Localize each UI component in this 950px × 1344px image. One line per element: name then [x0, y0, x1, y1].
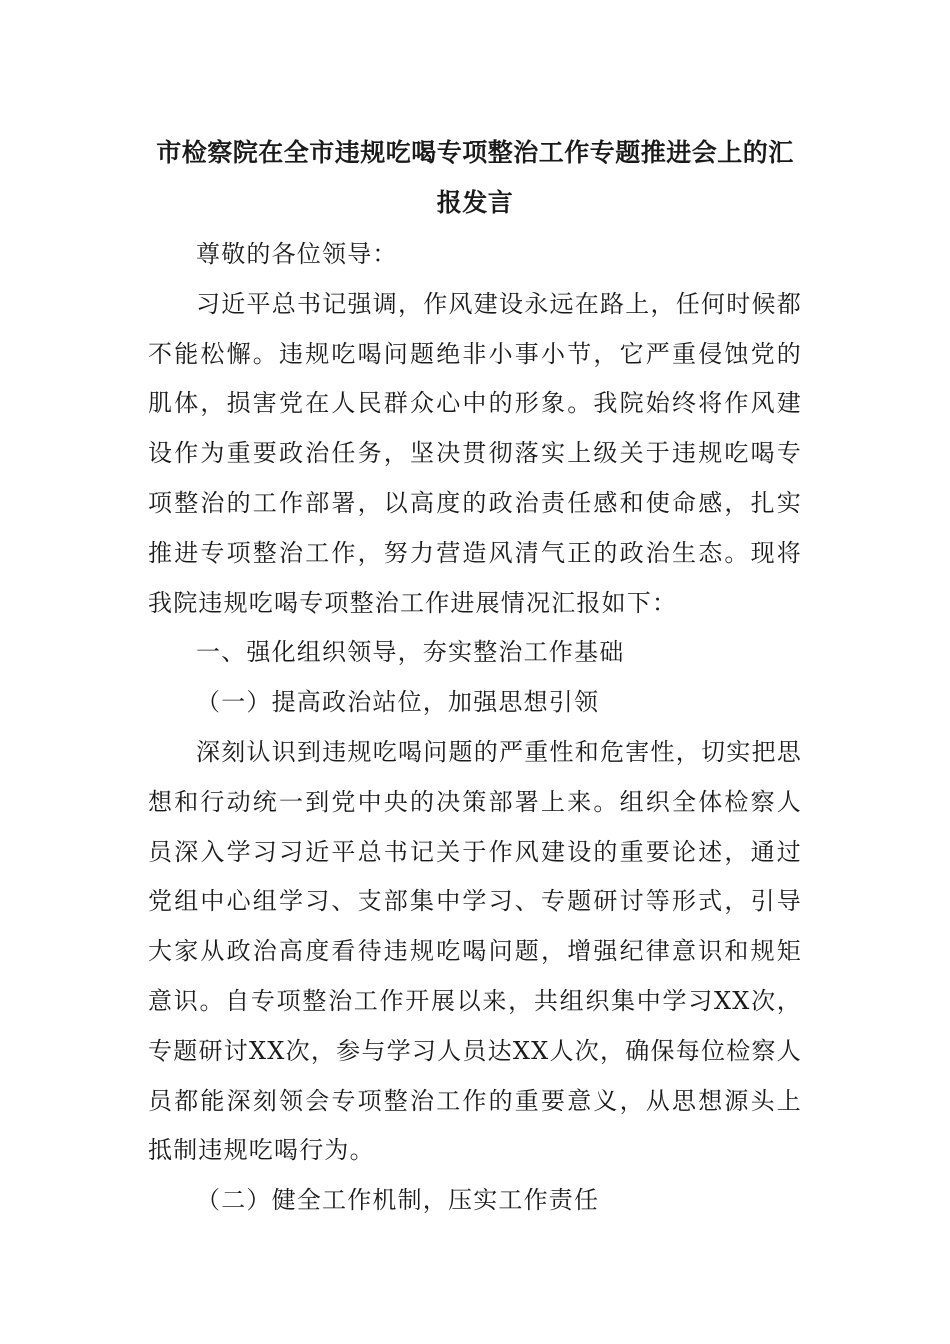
document-body — [148, 230, 802, 1226]
document-title: 市检察院在全市违规吃喝专项整治工作专题推进会上的汇报发言 — [156, 138, 794, 217]
subsection-heading-2: （二）健全工作机制，压实工作责任 — [196, 1186, 600, 1215]
salutation: 尊敬的各位领导： — [196, 240, 398, 268]
subsection-1-paragraph: 深刻认识到违规吃喝问题的严重性和危害性，切实把思想和行动统一到党中央的决策部署上来。组织全体检察人员深入学习习近平总书记关于作风建设的重要论述，通过党组中心组学习、支部集中学习、专题研讨等形式，引导大家从政治高度看待违规吃喝问题，增强纪律意识和规矩意识。自专项整治工作开展以来，共组织集中学习XX次，专题研讨XX次，参与学习人员达XX人次，确保每位检察人员都能深刻领会专项整治工作的重要意义，从思想源头上抵制违规吃喝行为。 — [148, 737, 802, 1165]
subsection-heading-1: （一）提高政治站位，加强思想引领 — [196, 688, 600, 717]
section-heading-1: 一、强化组织领导，夯实整治工作基础 — [196, 638, 625, 667]
intro-paragraph: 习近平总书记强调，作风建设永远在路上，任何时候都不能松懈。违规吃喝问题绝非小事小节，它严重侵蚀党的肌体，损害党在人民群众心中的形象。我院始终将作风建设作为重要政治任务，坚决贯彻落实上级关于违规吃喝专项整治的工作部署，以高度的政治责任感和使命感，扎实推进专项整治工作，努力营造风清气正的政治生态。现将我院违规吃喝专项整治工作进展情况汇报如下： — [148, 289, 802, 617]
